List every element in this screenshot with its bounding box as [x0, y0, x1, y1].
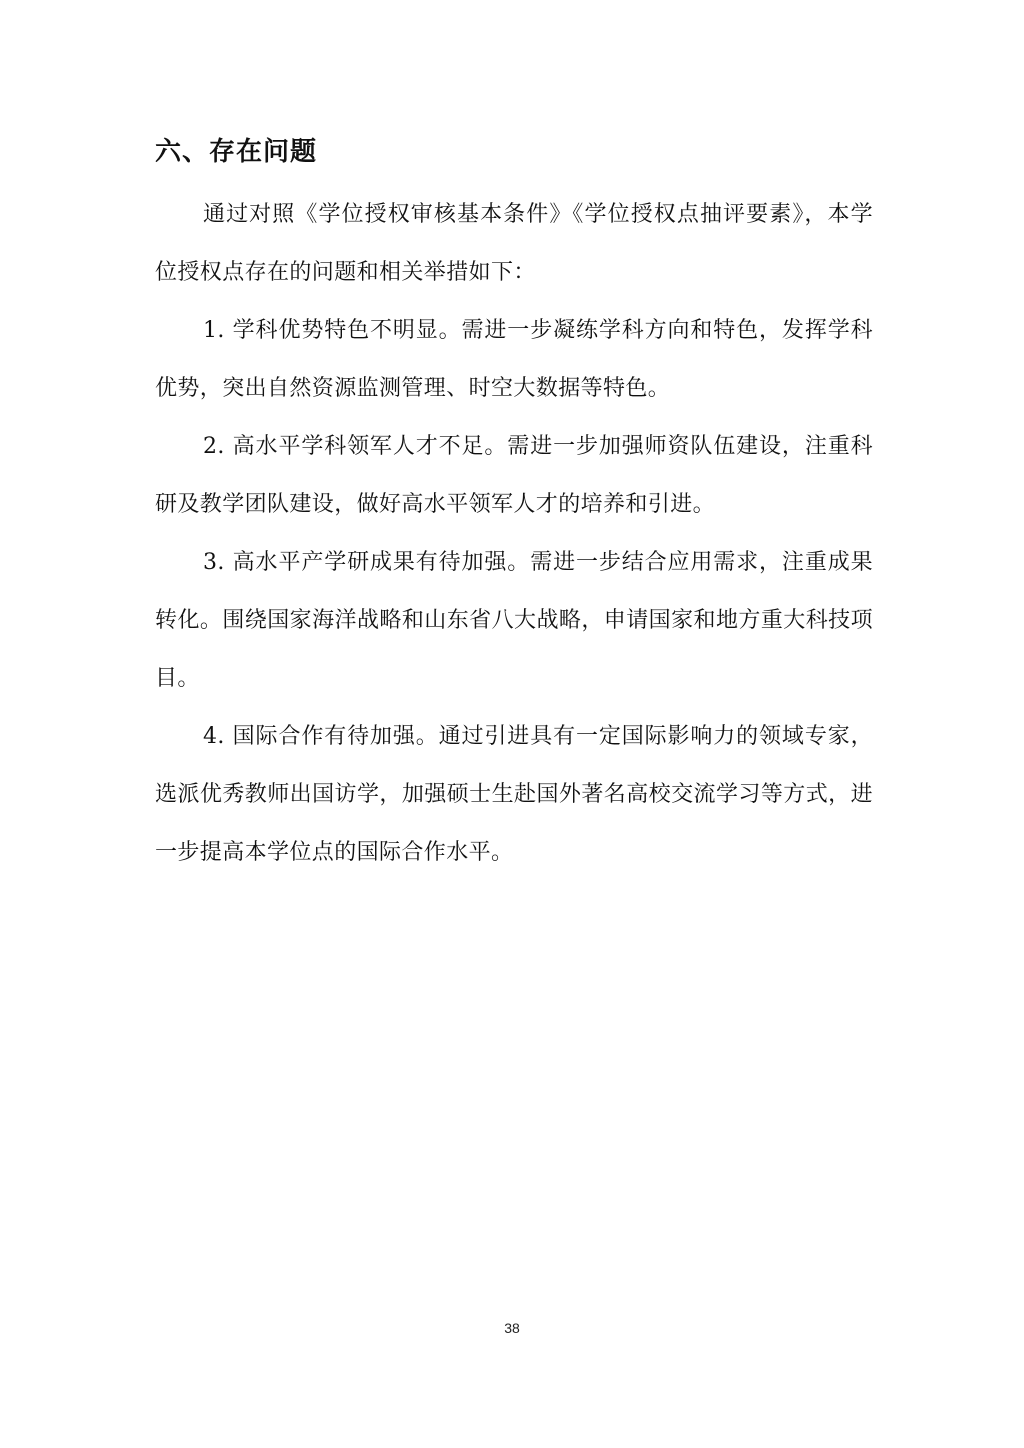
intro-paragraph: 通过对照《学位授权审核基本条件》《学位授权点抽评要素》，本学位授权点存在的问题和相关举措如下：: [155, 202, 873, 285]
problem-item-3: 3. 高水平产学研成果有待加强。需进一步结合应用需求，注重成果转化。围绕国家海洋战略和山东省八大战略，申请国家和地方重大科技项目。: [155, 550, 873, 691]
page-number: 38: [504, 1320, 520, 1336]
problem-item-1: 1. 学科优势特色不明显。需进一步凝练学科方向和特色，发挥学科优势，突出自然资源监测管理、时空大数据等特色。: [155, 318, 873, 401]
page-content: [155, 128, 873, 882]
problem-item-4: 4. 国际合作有待加强。通过引进具有一定国际影响力的领域专家，选派优秀教师出国访学，加强硕士生赴国外著名高校交流学习等方式，进一步提高本学位点的国际合作水平。: [155, 724, 873, 865]
problem-item-2: 2. 高水平学科领军人才不足。需进一步加强师资队伍建设，注重科研及教学团队建设，做好高水平领军人才的培养和引进。: [155, 434, 873, 517]
section-title: 六、存在问题: [155, 137, 318, 167]
